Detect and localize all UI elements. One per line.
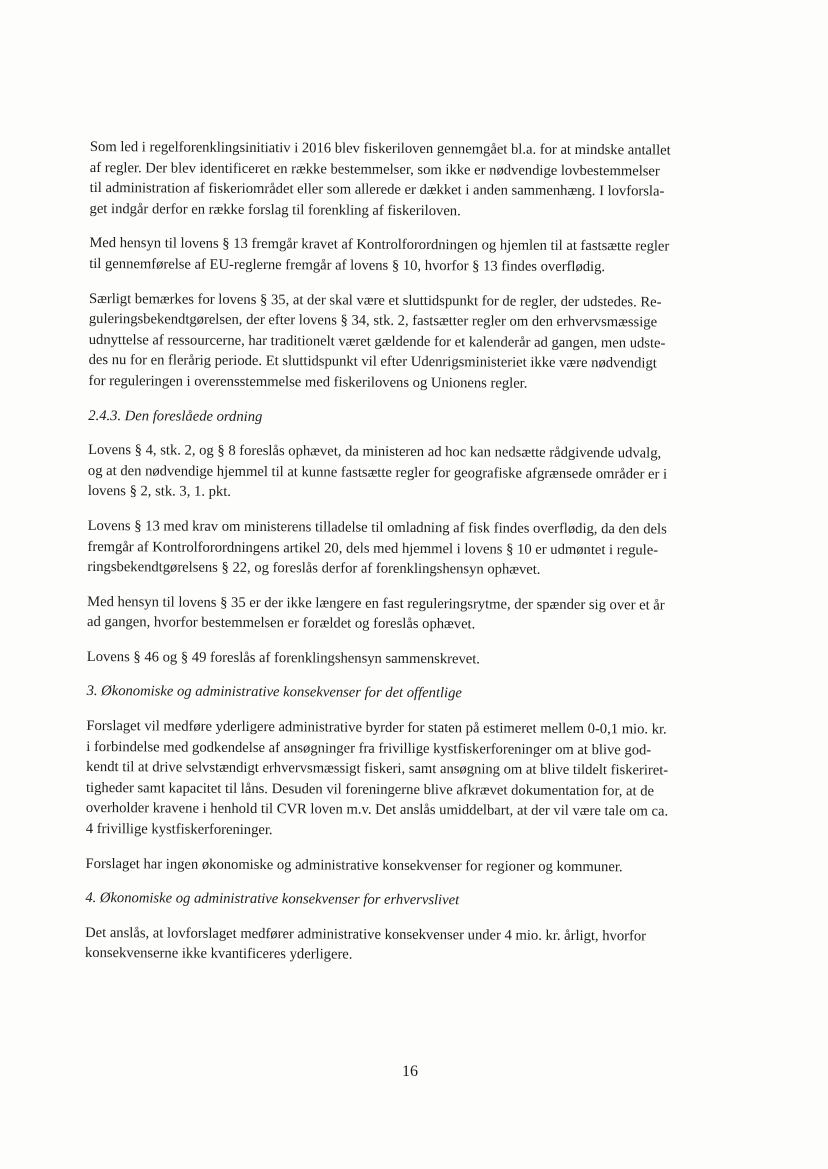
paragraph-administrative-byrder: Forslaget vil medføre yderligere administrative byrder for staten på estimeret mellem 0-0,1 mio. kr. i forbindelse med godkendelse af ansøgninger fra frivillige kystfiskerforeninger om at blive god- kendt til at drive selvstændigt erhvervsmæssigt fiskeri, samt ansøgning om at blive tildelt fiskeriret- tigheder samt kapacitet til låns. Desuden vil foreningerne blive afkrævet dokumentation for, at de overholder kravene i henhold til CVR loven m.v. Det anslås umiddelbart, at der vil være tale om ca. 4 frivillige kystfiskerforeninger.	[85, 718, 669, 839]
paragraph-reguleringsrytme: Med hensyn til lovens § 35 er der ikke længere en fast reguleringsrytme, der spænder sig over et år ad gangen, hvorfor bestemmelsen er forældet og foreslås ophævet.	[86, 593, 665, 633]
page-body	[85, 137, 730, 982]
section-heading-2-4-3: 2.4.3. Den foreslåede ordning	[88, 407, 263, 425]
paragraph-regelforenkling: Som led i regelforenklingsinitiativ i 2016 blev fiskeriloven gennemgået bl.a. for at mindske antallet af regler. Der blev identificeret en række bestemmelser, som ikke er nødvendige lovbestemmelser til administration af fiskeriområdet eller som allerede er dækket i anden sammenhæng. I lovforsla- get indgår derfor en række forslag til forenkling af fiskeriloven.	[89, 138, 671, 220]
paragraph-regioner-og-kommuner: Forslaget har ingen økonomiske og administrative konsekvenser for regioner og kommuner.	[85, 855, 623, 875]
section-heading-4: 4. Økonomiske og administrative konsekvenser for erhvervslivet	[85, 890, 460, 909]
paragraph-erhvervslivet: Det anslås, at lovforslaget medfører administrative konsekvenser under 4 mio. kr. årligt, hvorfor konsekvenserne ikke kvantificeres yderligere.	[84, 924, 647, 964]
page-number: 16	[402, 1063, 418, 1080]
paragraph-paragraf-4-og-8: Lovens § 4, stk. 2, og § 8 foreslås ophævet, da ministeren ad hoc kan nedsætte rådgivende udvalg, og at den nødvendige hjemmel til at kunne fastsætte regler for geografiske afgrænsede områder er i lovens § 2, stk. 3, 1. pkt.	[87, 442, 668, 501]
paragraph-paragraf-13: Med hensyn til lovens § 13 fremgår kravet af Kontrolforordningen og hjemlen til at fastsætte regler til gennemførelse af EU-reglerne fremgår af lovens § 10, hvorfor § 13 findes overflødig.	[89, 235, 670, 276]
paragraph-paragraf-35: Særligt bemærkes for lovens § 35, at der skal være et sluttidspunkt for de regler, der udstedes. Re- guleringsbekendtgørelsen, der efter lovens § 34, stk. 2, fastsætter regler om den erhvervsmæssige udnyttelse af ressourcerne, har traditionelt været gældende for et kalenderår ad gangen, men udste- des nu for en flerårig periode. Et sluttidspunkt vil efter Udenrigsministeriet ikke være nødvendigt for reguleringen i overensstemmelse med fiskerilovens og Unionens regler.	[88, 290, 666, 392]
paragraph-omladning: Lovens § 13 med krav om ministerens tilladelse til omladning af fisk findes overflødig, da den dels fremgår af Kontrolforordningens artikel 20, dels med hjemmel i lovens § 10 er udmøntet i regule- ringsbekendtgørelsens § 22, og foreslås derfor af forenklingshensyn ophævet.	[87, 517, 667, 578]
paragraph-paragraf-46-og-49: Lovens § 46 og § 49 foreslås af forenklingshensyn sammenskrevet.	[86, 648, 481, 668]
section-heading-3: 3. Økonomiske og administrative konsekvenser for det offentlige	[86, 683, 462, 702]
